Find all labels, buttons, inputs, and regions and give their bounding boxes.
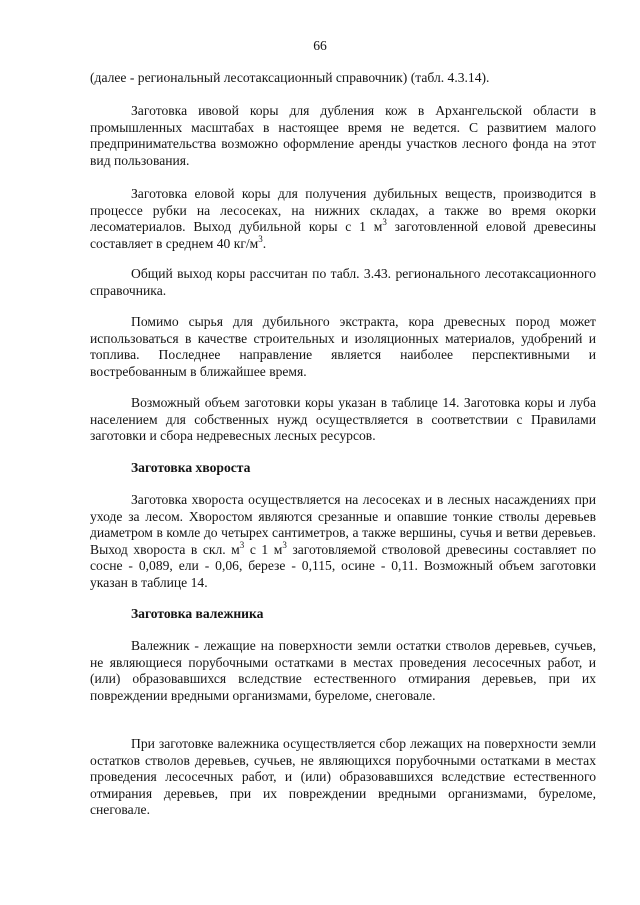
heading-deadwood: Заготовка валежника bbox=[131, 606, 264, 621]
paragraph-brushwood: Заготовка хвороста осуществляется на лесосеках и в лесных насаждениях при уходе за лесом. Хворостом являются срезанные и опавшие тонкие стволы деревьев диаметром в комле до четырех сантиметров, а также вершины, сучья и ветви деревьев. Выход хвороста в скл. $м^3$ с 1 $м^3$ заготовляемой стволовой древесины составляет по сосне - 0,089, ели - 0,06, березе - 0,115, осине - 0,11. Возможный объем заготовки указан в таблице 14. bbox=[90, 492, 597, 590]
paragraph-reference-intro: (далее - региональный лесотаксационный справочник) (табл. 4.3.14). bbox=[90, 70, 490, 85]
paragraph-bark-uses: Помимо сырья для дубильного экстракта, кора древесных пород может использоваться в качестве строительных и изоляционных материалов, удобрений и топлива. Последнее направление является наиболее перспективными и востребованным в ближайшее время. bbox=[90, 314, 596, 379]
page-number: 66 bbox=[313, 38, 327, 53]
paragraph-bark-volume: Возможный объем заготовки коры указан в таблице 14. Заготовка коры и луба населением для собственных нужд осуществляется в соответствии с Правилами заготовки и сбора недревесных лесных ресурсов. bbox=[90, 395, 596, 444]
paragraph-total-bark-yield: Общий выход коры рассчитан по табл. 3.43. регионального лесотаксационного справочника. bbox=[90, 266, 596, 298]
paragraph-deadwood-definition: Валежник - лежащие на поверхности земли остатки стволов деревьев, сучьев, не являющиеся порубочными остатками в местах проведения лесосечных работ, и (или) образовавшихся вследствие естественного отмирания деревьев, при их повреждении вредными организмами, буреломе, снеговале. bbox=[90, 638, 596, 703]
paragraph-willow-bark: Заготовка ивовой коры для дубления кож в Архангельской области в промышленных масштабах в настоящее время не ведется. С развитием малого предпринимательства возможно оформление аренды участков лесного фонда на этот вид пользования. bbox=[90, 103, 596, 168]
paragraph-spruce-bark: Заготовка еловой коры для получения дубильных веществ, производится в процессе рубки на лесосеках, на нижних складах, а также во время окорки лесоматериалов. Выход дубильной коры с 1 $м^3$ заготовленной еловой древесины составляет в среднем 40 $кг/м^3$. bbox=[90, 186, 596, 251]
paragraph-deadwood-collection: При заготовке валежника осуществляется сбор лежащих на поверхности земли остатков стволов деревьев, сучьев, не являющихся порубочными остатками в местах проведения лесосечных работ, и (или) образовавшихся вследствие естественного отмирания деревьев, при их повреждении вредными организмами, буреломе, снеговале. bbox=[90, 736, 596, 818]
heading-brushwood: Заготовка хвороста bbox=[131, 460, 251, 475]
